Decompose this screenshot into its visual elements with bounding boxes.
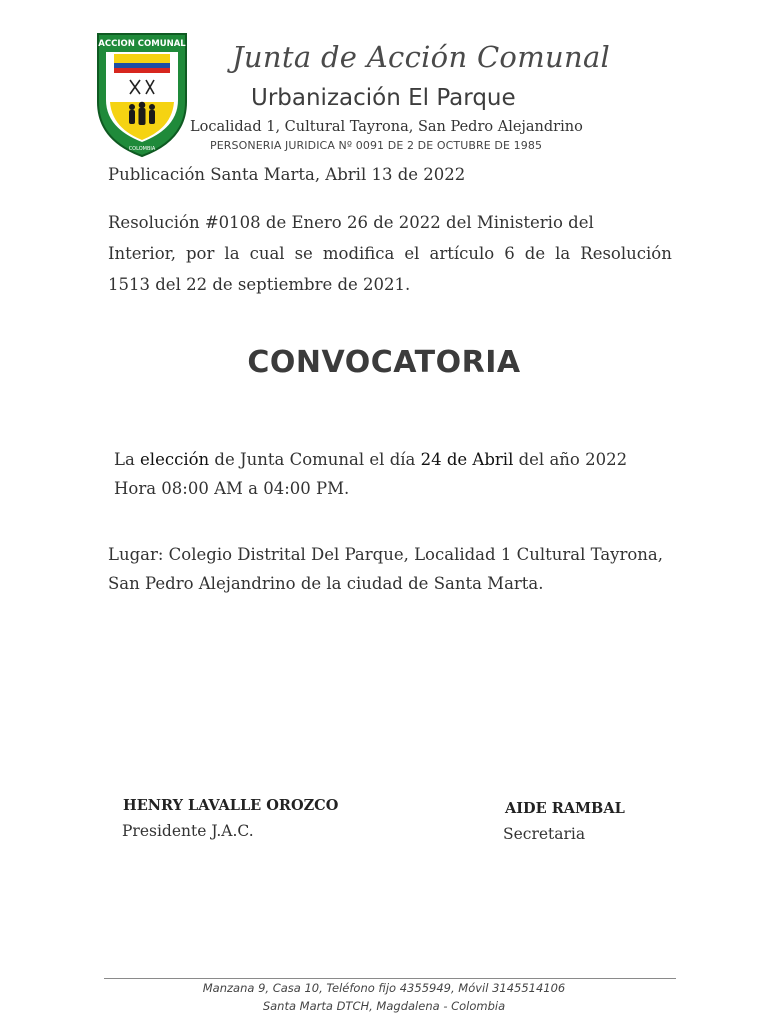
accion-comunal-shield-logo <box>96 32 188 158</box>
organization-location: Localidad 1, Cultural Tayrona, San Pedro Alejandrino <box>190 119 583 135</box>
election-word: elección <box>140 450 210 469</box>
legal-registration: PERSONERIA JURIDICA Nº 0091 DE 2 DE OCTUBRE DE 1985 <box>210 139 543 152</box>
signature-name-president: HENRY LAVALLE OROZCO <box>123 797 339 814</box>
footer-divider <box>104 978 676 979</box>
election-mid: de Junta Comunal el día <box>209 450 421 469</box>
place-line-2: San Pedro Alejandrino de la ciudad de Santa Marta. <box>108 574 544 593</box>
resolution-word: 6 <box>504 244 515 263</box>
election-date: 24 de Abril <box>420 450 514 469</box>
footer-city: Santa Marta DTCH, Magdalena - Colombia <box>262 999 506 1013</box>
election-line <box>114 450 627 469</box>
resolution-word: modifica <box>322 244 395 263</box>
resolution-word: artículo <box>429 244 495 263</box>
resolution-word: por <box>186 244 215 263</box>
footer-address: Manzana 9, Casa 10, Teléfono fijo 4355949, Móvil 3145514106 <box>202 981 566 995</box>
resolution-word: Resolución <box>580 244 672 263</box>
resolution-word: Interior, <box>108 244 176 263</box>
election-post: del año 2022 <box>513 450 628 469</box>
resolution-word: de <box>524 244 546 263</box>
organization-title: Junta de Acción Comunal <box>232 40 611 74</box>
logo-text-bottom: COLOMBIA <box>128 146 156 152</box>
signature-role-president: Presidente J.A.C. <box>122 822 254 840</box>
resolution-word: el <box>404 244 420 263</box>
logo-text-top: ACCION COMUNAL <box>98 39 186 49</box>
election-time: Hora 08:00 AM a 04:00 PM. <box>114 479 350 498</box>
resolution-line-2 <box>108 244 672 263</box>
resolution-line-1: Resolución #0108 de Enero 26 de 2022 del Ministerio del <box>108 213 594 232</box>
organization-subtitle: Urbanización El Parque <box>251 85 516 111</box>
resolution-line-3: 1513 del 22 de septiembre de 2021. <box>108 275 411 294</box>
publication-line: Publicación Santa Marta, Abril 13 de 2022 <box>108 165 466 184</box>
resolution-word: la <box>555 244 571 263</box>
signature-role-secretary: Secretaria <box>503 825 586 843</box>
resolution-word: la <box>224 244 240 263</box>
resolution-word: cual <box>249 244 285 263</box>
resolution-word: se <box>294 244 313 263</box>
election-pre: La <box>114 450 141 469</box>
place-line-1: Lugar: Colegio Distrital Del Parque, Localidad 1 Cultural Tayrona, <box>108 545 664 564</box>
document-heading: CONVOCATORIA <box>247 345 521 380</box>
signature-name-secretary: AIDE RAMBAL <box>505 800 625 817</box>
